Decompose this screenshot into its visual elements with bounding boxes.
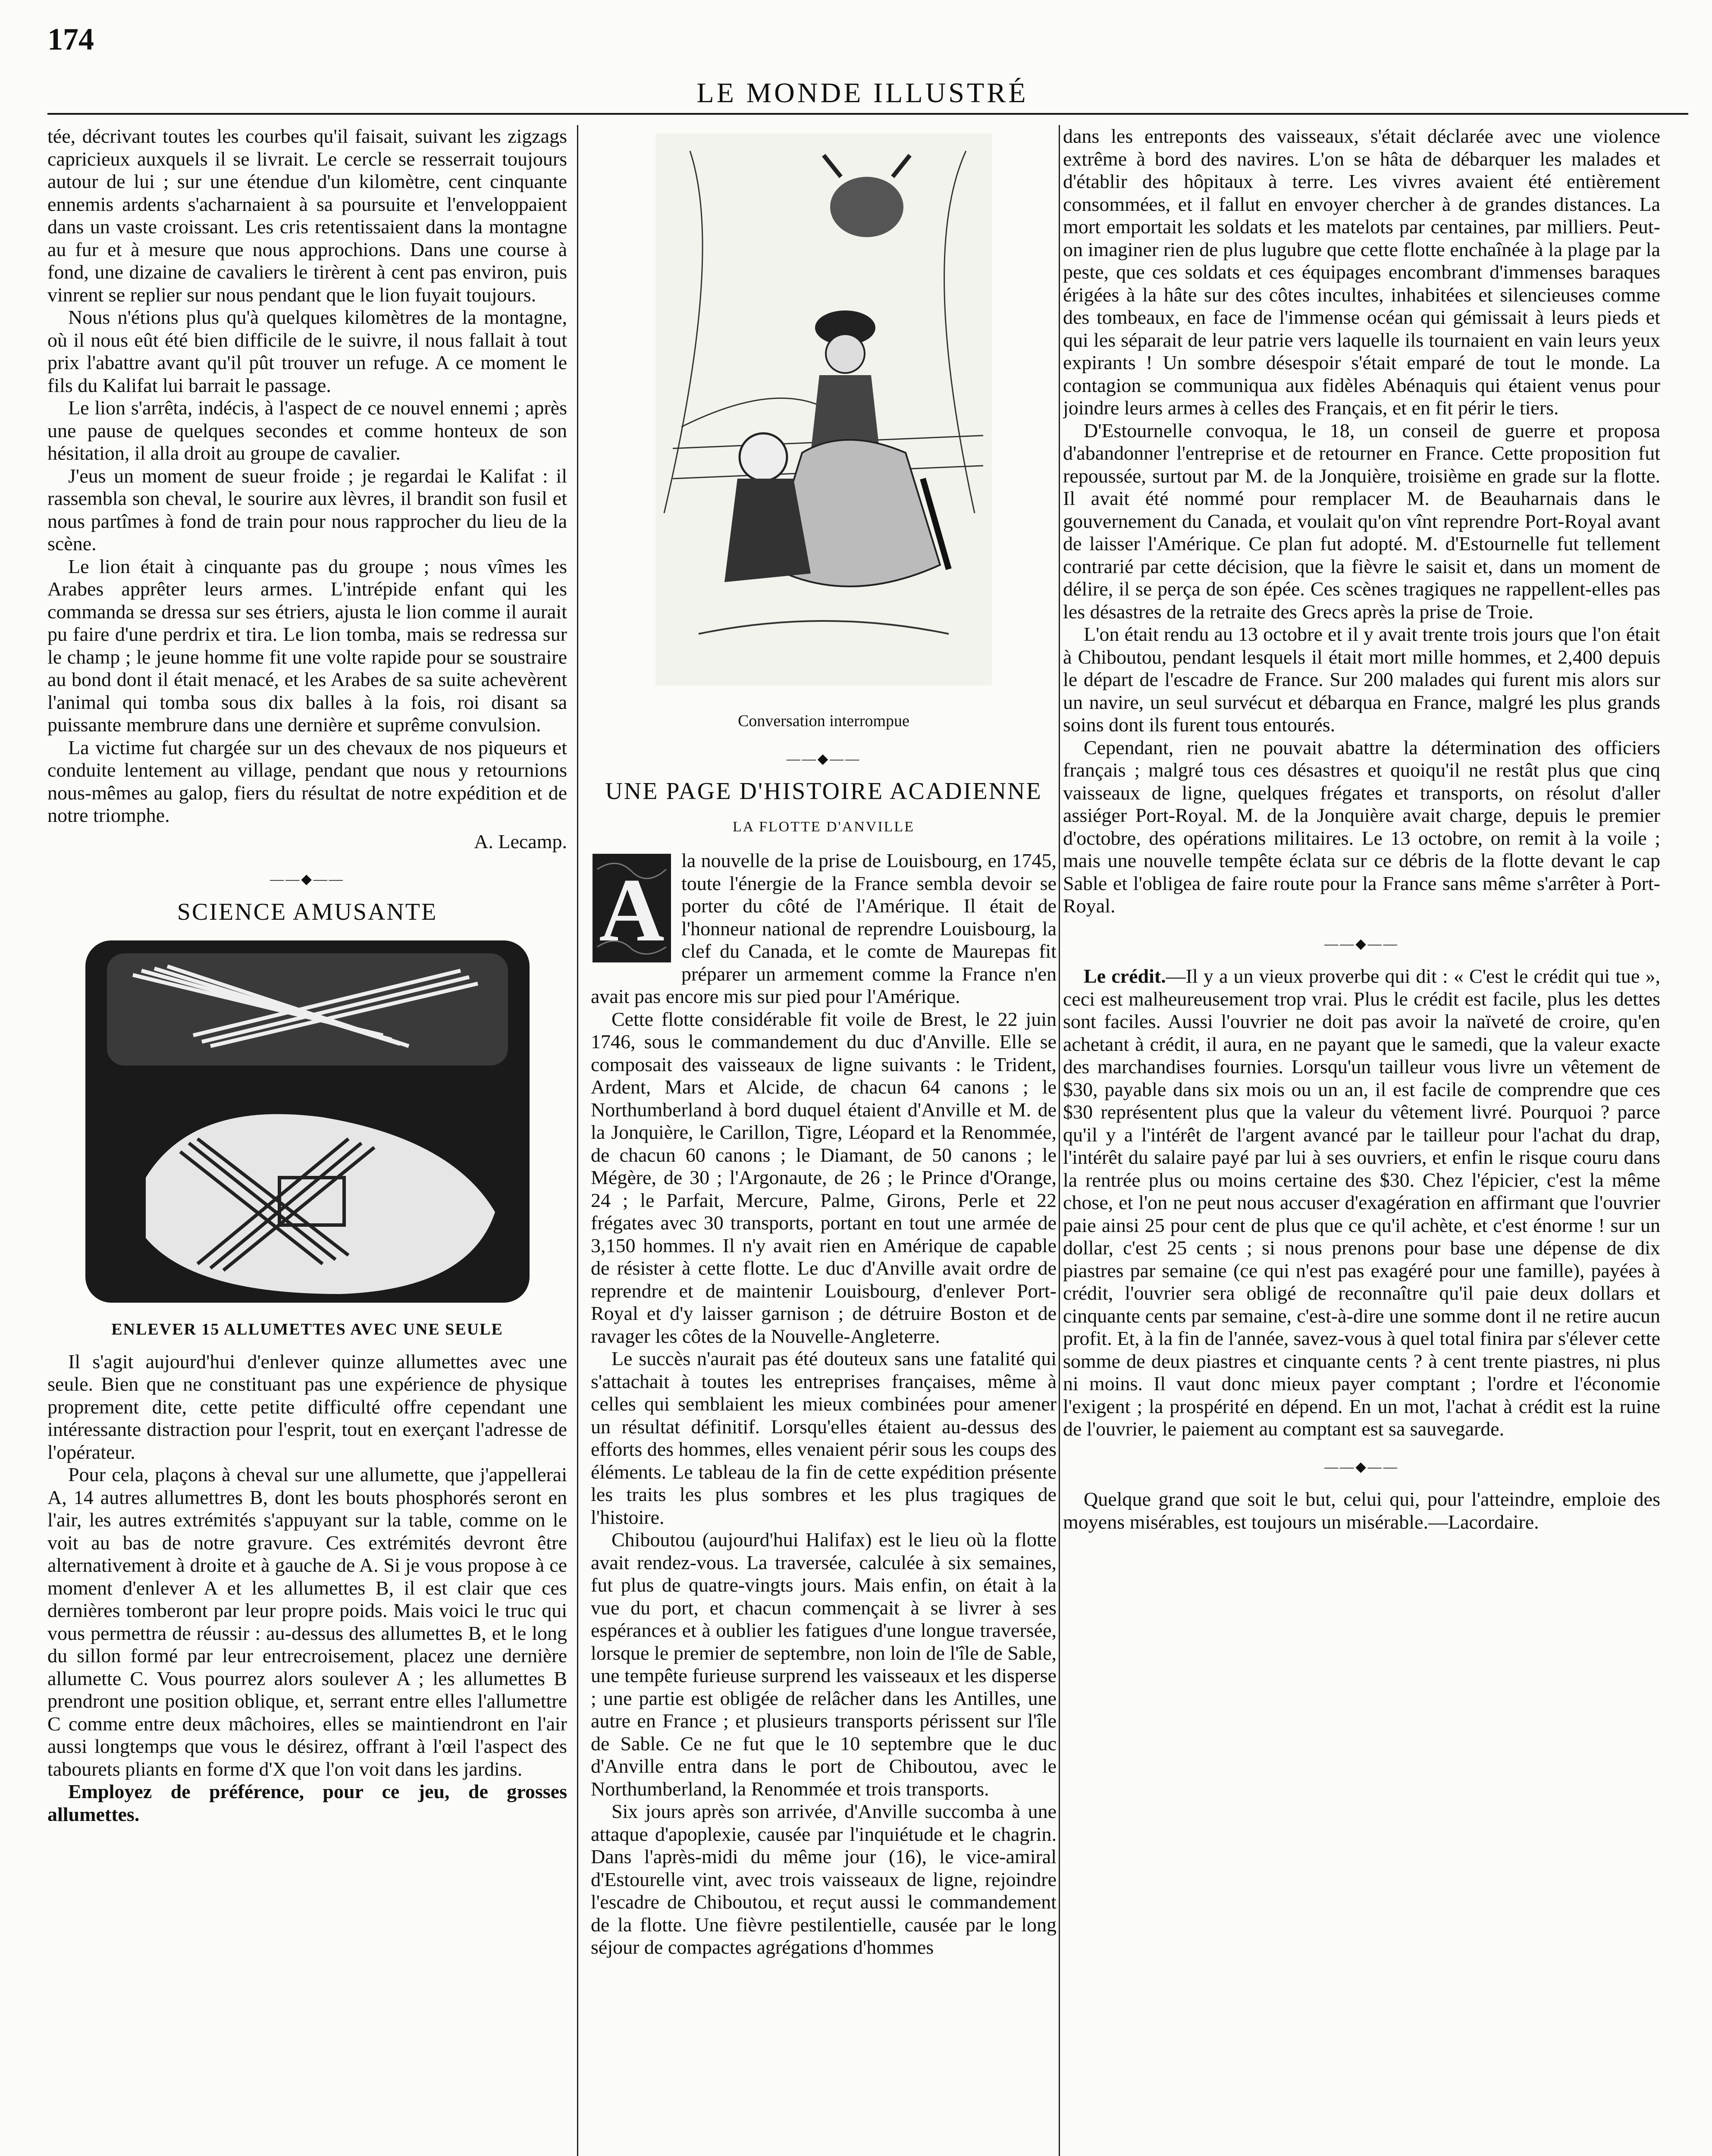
paragraph: Cette flotte considérable fit voile de Brest, le 22 juin 1746, sous le commandement du duc d'Anville. Elle se composait des vaisseaux de ligne suivants : le Trident, Ardent, Mars et Alcide, de chacun 64 canons ; le Northumberland à bord duquel étaient d'Anville et M. de la Jonquière, le Carillon, Tigre, Léopard et la Renommée, de chacun 60 canons ; le Diamant, de 50 canons ; le Mégère, de 30 ; l'Argonaute, de 26 ; le Prince d'Orange, 24 ; le Parfait, Mercure, Palme, Girons, Perle et 22 frégates avec 30 transports, portant en tout une armée de 3,150 hommes. Il n'y avait rien en Amérique de capable de résister à cette flotte. Le duc d'Anville avait ordre de reprendre et de maintenir Louisbourg, d'enlever Port-Royal et d'y laisser garnison ; de détruire Boston et de ravager les côtes de la Nouvelle-Angleterre. — [591, 1008, 1057, 1347]
paragraph: Le lion était à cinquante pas du groupe ; nous vîmes les Arabes apprêter leurs armes. L'intrépide enfant qui les commanda se dressa sur ses étriers, ajusta le lion comme il aurait pu faire d'une perdrix et tira. Le lion tomba, mais se redressa sur le champ ; le jeune homme fit une volte rapide pour se soustraire au bond dont il était menacé, et les Arabes de sa suite achevèrent l'animal qui tomba sous dix balles à la fois, roi disant sa puissante membrure dans une dernière et suprême convulsion. — [47, 555, 567, 736]
paragraph: Six jours après son arrivée, d'Anville succomba à une attaque d'apoplexie, causée par l'inquiétude et le chagrin. Dans l'après-midi du même jour (16), le vice-amiral d'Estourelle vint, avec trois vaisseaux de ligne, rejoindre l'escadre de Chiboutou, et reçut aussi le commandement de la flotte. Une fièvre pestilentielle, causée par le long séjour de compactes agrégations d'hommes — [591, 1800, 1057, 1958]
page-number: 174 — [47, 22, 94, 56]
paragraph: Le succès n'aurait pas été douteux sans une fatalité qui s'attachait à toutes les entreprises françaises, même à celles qui semblaient les mieux combinées pour amener un résultat définitif. Lorsqu'elles étaient au-dessus des efforts des hommes, elles venaient périr sous les coups des éléments. Le tableau de la fin de cette expédition présente les traits les plus sombres et les plus tragiques de l'histoire. — [591, 1348, 1057, 1528]
column-middle — [591, 125, 1057, 2156]
paragraph: Employez de préférence, pour ce jeu, de grosses allumettes. — [47, 1780, 567, 1825]
initial-letter-text: A — [599, 860, 665, 960]
ornament-divider: ——◆—— — [786, 750, 861, 766]
ornate-initial-letter — [591, 852, 673, 964]
paragraph: J'eus un moment de sueur froide ; je regardai le Kalifat : il rassembla son cheval, le sourire aux lèvres, il brandit son fusil et nous partîmes à fond de train pour nous rapprocher du lieu de la scène. — [47, 464, 567, 555]
matches-illustration — [81, 936, 534, 1307]
illustration-caption: Conversation interrompue — [738, 712, 909, 730]
author-signature: A. Lecamp. — [474, 830, 567, 852]
header-rule — [47, 113, 1688, 115]
paragraph: Il s'agit aujourd'hui d'enlever quinze allumettes avec une seule. Bien que ne constituant pas une expérience de physique proprement dite, cette petite difficulté offre cependant une intéressante distraction pour l'esprit, tout en exerçant l'adresse de l'opérateur. — [47, 1350, 567, 1463]
closing-quote: Quelque grand que soit le but, celui qui, pour l'atteindre, emploie des moyens misérables, est toujours un misérable.—Lacordaire. — [1063, 1488, 1660, 1533]
paragraph: dans les entreponts des vaisseaux, s'était déclarée avec une violence extrême à bord des navires. L'on se hâta de débarquer les malades et d'établir des hôpitaux à terre. Les vivres avaient été entièrement consommées, et il fallut en envoyer chercher à de grandes distances. La mort emportait les soldats et les matelots par centaines, par milliers. Peut-on imaginer rien de plus lugubre que cette flotte enchaînée à la plage par la peste, que ces soldats et ces équipages encombrant d'immenses baraques érigées à la hâte sur des côtes incultes, inhabitées et silencieuses comme des tombeaux, en face de l'immense océan qui gémissait à leurs pieds et qui les séparait de leur patrie vers laquelle ils tournaient en vain leurs yeux expirants ! Un sombre désespoir s'était emparé de tout le monde. La contagion se communiqua aux fidèles Abénaquis qui étaient venus pour joindre leurs armes à celles des Français, et en fit périr le tiers. — [1063, 125, 1660, 419]
masthead-title: LE MONDE ILLUSTRÉ — [696, 77, 1028, 109]
paragraph: tée, décrivant toutes les courbes qu'il faisait, suivant les zigzags capricieux auxquels il se livrait. Le cercle se resserrait toujours autour de lui ; sur une étendue d'un kilomètre, cent cinquante ennemis ardents s'acharnaient à sa poursuite et l'enveloppaient dans un vaste croissant. Les cris retentissaient dans la montagne au fur et à mesure que nous approchions. Dans une course à fond, une dizaine de cavaliers le tirèrent à cent pas environ, puis vinrent se replier sur nous pendant que le lion fuyait toujours. — [47, 125, 567, 306]
paragraph: Nous n'étions plus qu'à quelques kilomètres de la montagne, où il nous eût été bien difficile de le suivre, il nous fallait à tout prix l'abattre avant qu'il pût trouver un refuge. A ce moment le fils du Kalifat lui barrait le passage. — [47, 306, 567, 396]
column-right — [1063, 125, 1660, 2156]
section-title-science: SCIENCE AMUSANTE — [177, 898, 438, 925]
ornament-divider: ——◆—— — [1324, 1458, 1399, 1474]
paragraph: D'Estournelle convoqua, le 18, un conseil de guerre et proposa d'abandonner l'entreprise et de retourner en France. Cette proposition fut repoussée, surtout par M. de la Jonquière, troisième en grade sur la flotte. Il avait été nommé pour remplacer M. de Beauharnais dans le gouvernement du Canada, et voulait qu'on vînt reprendre Port-Royal avant de laisser l'Amérique. Ce plan fut adopté. M. d'Estournelle fut tellement contrarié par cette décision, que la fièvre le saisit et, dans un moment de délire, il se perça de son épée. Ces scènes tragiques ne rappellent-elles pas les désastres de la retraite des Grecs après la prise de Troie. — [1063, 419, 1660, 623]
ornament-divider: ——◆—— — [1324, 935, 1399, 951]
section-subtitle: ENLEVER 15 ALLUMETTES AVEC UNE SEULE — [111, 1320, 503, 1338]
paragraph: Cependant, rien ne pouvait abattre la détermination des officiers français ; malgré tous ces désastres et quoiqu'il ne restât plus que cinq vaisseaux de ligne, quelques frégates et transports, on résolut d'aller assiéger Port-Royal. M. de la Jonquière avait charge, depuis le premier d'octobre, des opérations militaires. Le 13 octobre, on remit à la voile ; mais une nouvelle tempête éclata sur ce débris de la flotte devant le cap Sable et l'obligea de faire route pour la France sans même s'arrêter à Port-Royal. — [1063, 736, 1660, 917]
column-divider — [1059, 125, 1060, 2156]
paragraph: Pour cela, plaçons à cheval sur une allumette, que j'appellerai A, 14 autres allumettres B, dont les bouts phosphorés seront en l'air, les autres extrémités s'appuyant sur la table, comme on le voit au bas de notre gravure. Ces extrémités devront être alternativement à droite et à gauche de A. Si je vous propose à ce moment d'enlever A et les allumettes B, il est clair que ces dernières tomberont par leur propre poids. Mais voici le truc qui vous permettra de réussir : au-dessus des allumettes B, et le long du sillon formé par leur entrecroisement, placez une dernière allumette C. Vous pourrez alors soulever A ; les allumettes B prendront une position oblique, et, serrant entre elles l'allumettre C comme entre deux mâchoires, elles se maintiendront en l'air aussi longtemps que vous le désirez, offrant à l'œil l'aspect des tabourets pliants en forme d'X que l'on voit dans les jardins. — [47, 1463, 567, 1780]
article-title: UNE PAGE D'HISTOIRE ACADIENNE — [605, 778, 1042, 805]
paragraph: La victime fut chargée sur un des chevaux de nos piqueurs et conduite lentement au village, pendant que nous y retournions nous-mêmes au galop, fiers du résultat de notre expédition et de notre triomphe. — [47, 736, 567, 826]
paragraph: Chiboutou (aujourd'hui Halifax) est le lieu où la flotte avait rendez-vous. La traversée, calculée à six semaines, fut plus de quatre-vingts jours. Mais enfin, on était à la vue du port, et chacun commençait à se livrer à ses espérances et à oublier les fatigues d'une longue traversée, lorsque le premier de septembre, non loin de l'île de Sable, une tempête furieuse surprend les vaisseaux et les disperse ; une partie est obligée de relâcher dans les Antilles, une autre en France ; et plusieurs transports périssent sur l'île de Sable. Ce ne fut que le 10 septembre que le duc d'Anville entra dans le port de Chiboutou, avec le Northumberland, la Renommée et trois transports. — [591, 1529, 1057, 1800]
credit-text: —Il y a un vieux proverbe qui dit : « C'est le crédit qui tue », ceci est malheureusement trop vrai. Plus le crédit est facile, plus les dettes sont faciles. Aussi l'ouvrier ne doit pas avoir la naïveté de croire, qu'en achetant à crédit, il aura, en ne payant que le samedi, que la valeur exacte des marchandises fournies. Lorsqu'un tailleur vous livre un vêtement de $30, payable dans six mois ou un an, il est facile de comprendre que ces $30 représentent plus que la valeur du vêtement livré. Pourquoi ? parce qu'il y a l'intérêt de l'argent avancé par le tailleur pour l'achat du drap, l'intérêt du salaire payé par lui à ses ouvriers, et enfin le risque couru dans la rentrée plus ou moins certaine des $30. Chez l'épicier, c'est la même chose, et l'on ne peut nous accuser d'exagération en affirmant que l'ouvrier paie ainsi 25 pour cent de plus que ce qu'il achète, et c'est énorme ! sur un dollar, c'est 25 cents ; si nous prenons pour base une dépense de dix piastres par semaine (ce qui n'est pas exagéré pour une famille), payées à crédit, l'ouvrier sera obligé de reconnaître qu'il paie deux dollars et cinquante cents par semaine, c'est-à-dire une somme dont il ne retire aucun profit. Et, à la fin de l'année, savez-vous à quel total finira par s'élever cette somme de deux piastres et cinquante cents ? à cent trente piastres, ni plus ni moins. Il vaut donc mieux payer comptant ; l'ordre et l'économie l'exigent ; la prospérité en dépend. En un mot, l'achat à crédit est la ruine de l'ouvrier, le paiement au comptant est sa sauvegarde. — [1063, 965, 1660, 1440]
column-divider — [577, 125, 578, 2156]
conversation-illustration — [638, 125, 1009, 703]
paragraph: la nouvelle de la prise de Louisbourg, en 1745, toute l'énergie de la France sembla devoir se porter du côté de l'Amérique. Il était de l'honneur national de reprendre Louisbourg, la clef du Canada, et le comte de Maurepas fit préparer un armement comme la France n'en avait pas encore mis sur pied pour l'Amérique. — [591, 849, 1057, 1007]
credit-paragraph — [1063, 965, 1660, 1441]
column-left — [47, 125, 567, 2156]
paragraph: Le lion s'arrêta, indécis, à l'aspect de ce nouvel ennemi ; après une pause de quelques secondes et comme honteux de son hésitation, il alla droit au groupe de cavalier. — [47, 397, 567, 464]
article-subtitle: LA FLOTTE D'ANVILLE — [733, 818, 915, 835]
credit-heading: Le crédit. — [1084, 965, 1166, 987]
ornament-divider: ——◆—— — [270, 871, 345, 887]
paragraph: L'on était rendu au 13 octobre et il y avait trente trois jours que l'on était à Chiboutou, pendant lesquels il était mort mille hommes, et 2,400 depuis le départ de l'escadre de France. Sur 200 malades qui furent mis alors sur un navire, un seul survécut et débarqua en France, malgré les plus grands soins dont ils furent tous entourés. — [1063, 623, 1660, 736]
